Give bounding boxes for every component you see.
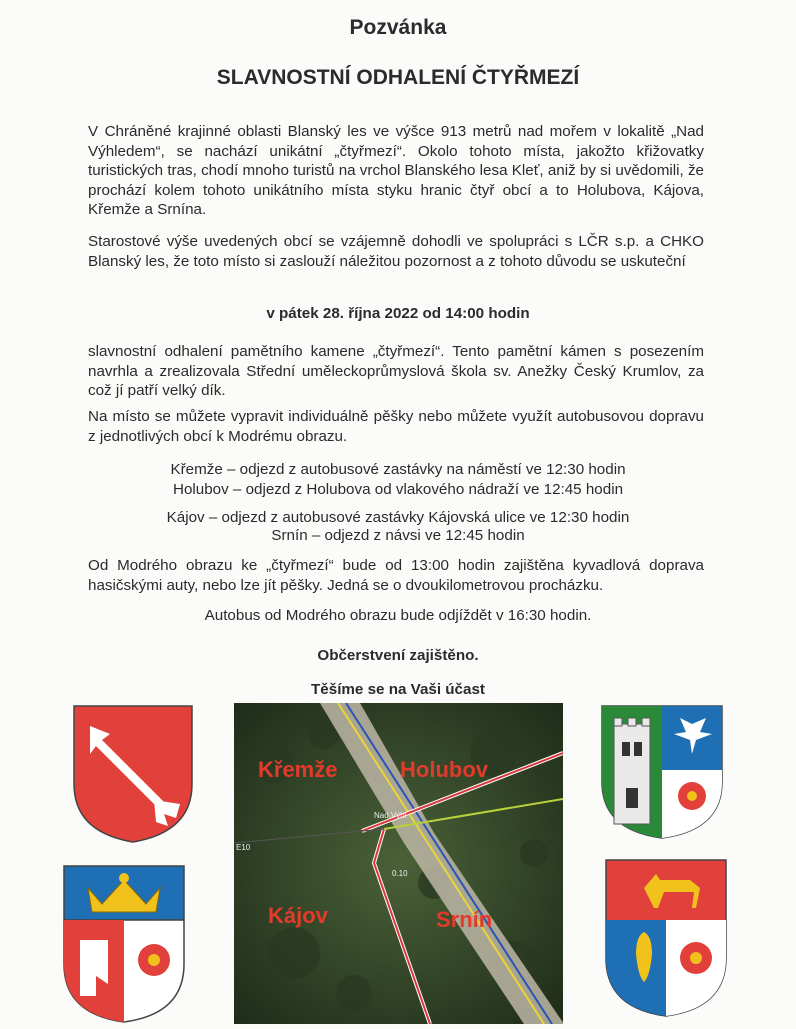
unveiling-paragraph: slavnostní odhalení pamětního kamene „čtyřmezí“. Tento pamětní kámen s posezením navrhla a zrealizovala Střední uměleckoprůmyslová škola sv. Anežky Český Krumlov, za což jí patří velký dík. bbox=[88, 343, 704, 399]
bus-srnin: Srnín – odjezd z návsi ve 12:45 hodin bbox=[271, 527, 525, 544]
travel-paragraph: Na místo se můžete vypravit individuálně pěšky nebo můžete využít autobusovou dopravu z jednotlivých obcí k Modrému obrazu. bbox=[88, 408, 704, 445]
intro-paragraph: V Chráněné krajinné oblasti Blanský les ve výšce 913 metrů nad mořem v lokalitě „Nad Výhledem“, se nachází unikátní „čtyřmezí“. Okolo tohoto místa, jakožto křižovatky turistických tras, chodí mnoho turistů na vrchol Blanského lesa Kleť, aniž by si uvědomili, že prochází kolem tohoto unikátního místa styku hranic čtyř obcí a to Holubova, Kájova, Křemže a Srnína. bbox=[88, 123, 705, 218]
return-bus: Autobus od Modrého obrazu bude odjíždět v 16:30 hodin. bbox=[204, 607, 592, 624]
map-place-label: Nad Výhl bbox=[374, 811, 407, 820]
bus-kremze: Křemže – odjezd z autobusové zastávky na náměstí ve 12:30 hodin bbox=[170, 461, 626, 478]
map-road-label-2: 0.10 bbox=[392, 869, 408, 878]
holubov-crest-icon bbox=[600, 704, 724, 845]
map-road-label-1: E10 bbox=[236, 843, 251, 852]
event-date: v pátek 28. října 2022 od 14:00 hodin bbox=[266, 305, 530, 322]
map-label-kremze: Křemže bbox=[258, 757, 338, 782]
map-label-holubov: Holubov bbox=[400, 757, 488, 782]
map-background bbox=[234, 703, 563, 1024]
shuttle-paragraph: Od Modrého obrazu ke „čtyřmezí“ bude od 13:00 hodin zajištěna kyvadlová doprava hasičskými auty, nebo lze jít pěšky. Jedná se o dvoukilometrovou procházku. bbox=[88, 557, 704, 594]
closing-line: Těšíme se na Vaši účast bbox=[311, 681, 485, 698]
refreshments: Občerstvení zajištěno. bbox=[317, 647, 479, 664]
bus-kajov: Kájov – odjezd z autobusové zastávky Kájovská ulice ve 12:30 hodin bbox=[166, 509, 630, 526]
map-label-srnin: Srnín bbox=[436, 907, 493, 932]
page-title: Pozvánka bbox=[349, 16, 447, 39]
map-label-kajov: Kájov bbox=[268, 903, 328, 928]
page-subtitle: SLAVNOSTNÍ ODHALENÍ ČTYŘMEZÍ bbox=[216, 66, 580, 89]
mayors-paragraph: Starostové výše uvedených obcí se vzájemně dohodli ve spolupráci s LČR s.p. a CHKO Blanský les, že toto místo si zaslouží náležitou pozornost a z tohoto důvodu se uskuteční bbox=[88, 233, 704, 270]
aerial-map bbox=[234, 703, 563, 1024]
kajov-crest-icon bbox=[62, 864, 186, 1029]
bus-holubov: Holubov – odjezd z Holubova od vlakového nádraží ve 12:45 hodin bbox=[172, 481, 624, 498]
kremze-crest-icon bbox=[72, 704, 194, 849]
srnin-crest-icon bbox=[604, 858, 728, 1023]
